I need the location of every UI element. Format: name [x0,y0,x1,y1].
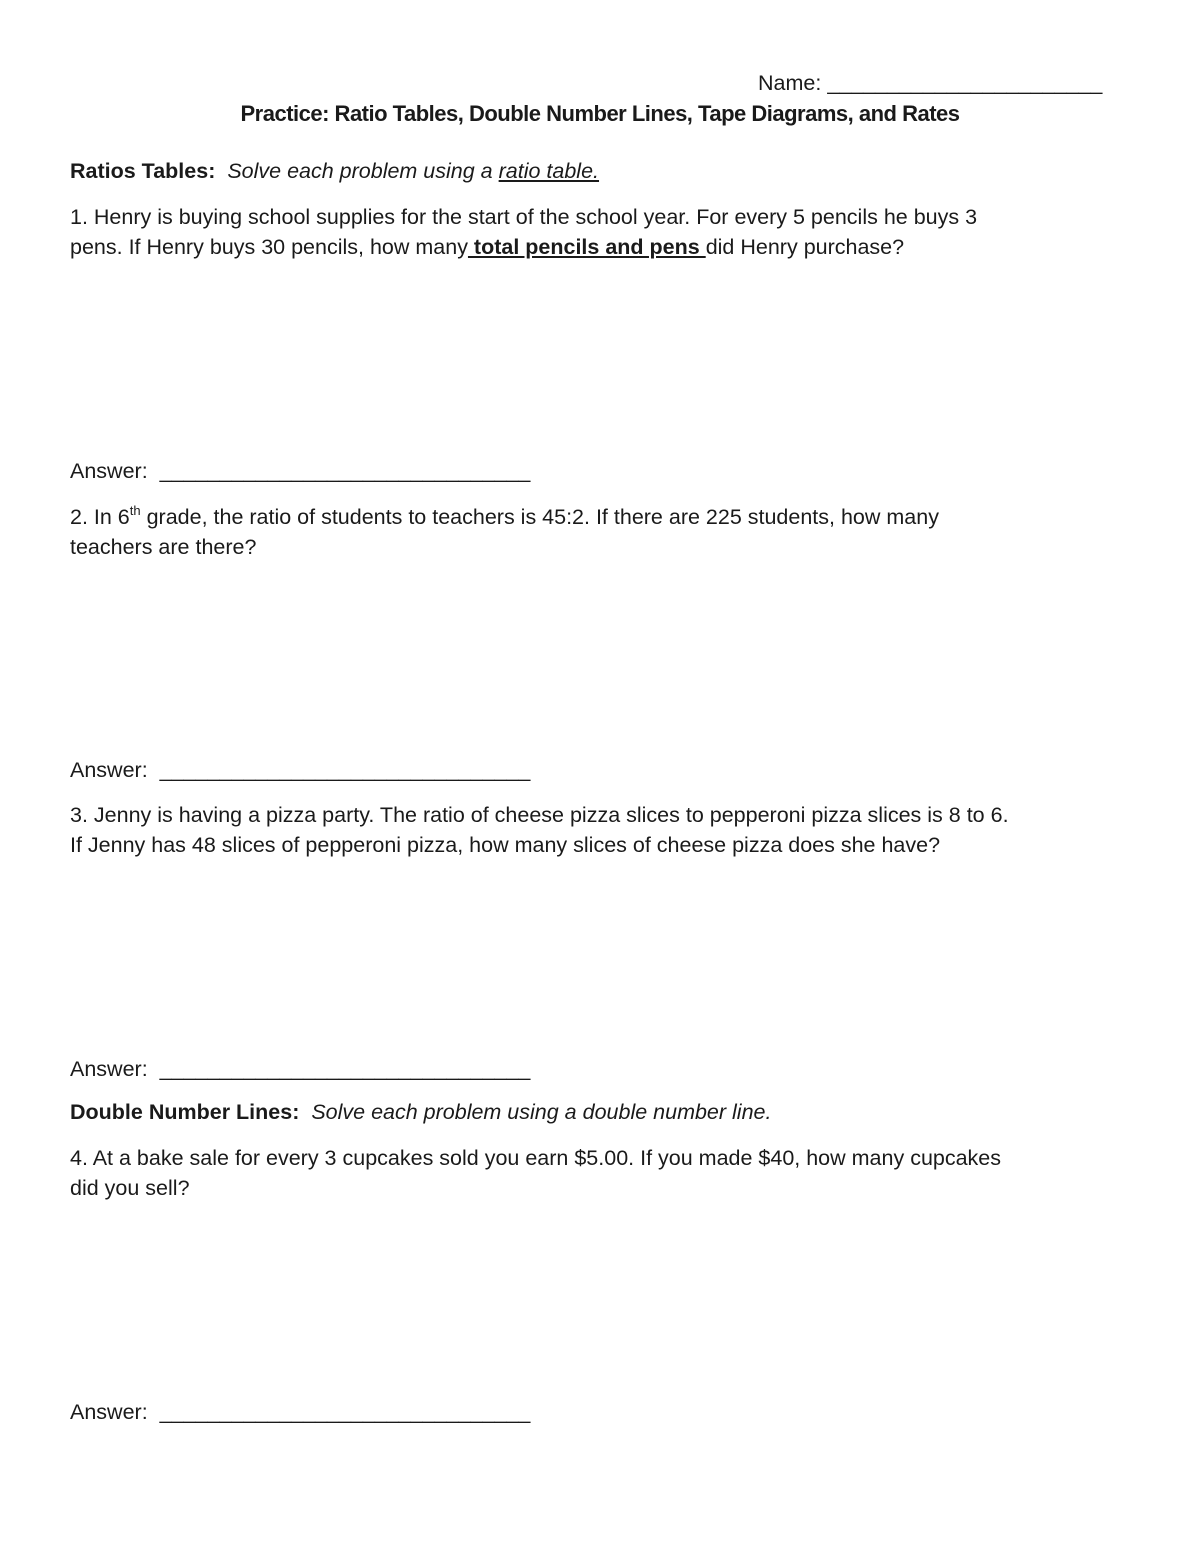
answer-blank: _______________________________ [159,1057,531,1081]
problem-3-line-1: 3. Jenny is having a pizza party. The ratio of cheese pizza slices to pepperoni pizza slices is 8 to 6. [70,803,1009,827]
section-heading-ratio-tables [70,159,599,184]
problem-4-line-1: 4. At a bake sale for every 3 cupcakes sold you earn $5.00. If you made $40, how many cupcakes [70,1146,1002,1170]
answer-2-field[interactable] [70,755,530,785]
name-label: Name: [758,71,822,95]
ratio-table-term: ratio table. [498,159,600,183]
section-label: Ratios Tables: [70,159,216,183]
section-instruction: Solve each problem using a ratio table. [227,159,600,183]
answer-label: Answer: [70,459,148,483]
answer-label: Answer: [70,758,148,782]
answer-blank: _______________________________ [159,758,531,782]
section-label: Double Number Lines: [70,1100,300,1124]
problem-2-line-1: 2. In 6th grade, the ratio of students to teachers is 45:2. If there are 225 students, how many [70,502,939,529]
problem-1-emphasis: total pencils and pens [467,235,706,259]
problem-1 [70,202,977,262]
problem-2 [70,502,939,562]
problem-3-line-2: If Jenny has 48 slices of pepperoni pizza, how many slices of cheese pizza does she have? [70,833,941,857]
problem-1-line-2: pens. If Henry buys 30 pencils, how many total pencils and pens did Henry purchase? [70,235,905,259]
section-instruction: Solve each problem using a double number line. [311,1100,772,1124]
page-title: Practice: Ratio Tables, Double Number Lines, Tape Diagrams, and Rates [240,101,960,126]
answer-3-field[interactable] [70,1054,530,1084]
answer-1-field[interactable] [70,456,530,486]
name-field[interactable] [758,71,1102,96]
problem-1-line-1: 1. Henry is buying school supplies for the start of the school year. For every 5 pencils he buys 3 [70,205,978,229]
ordinal-suffix: th [129,502,141,518]
problem-4 [70,1143,1001,1203]
answer-label: Answer: [70,1057,148,1081]
answer-4-field[interactable] [70,1397,530,1427]
answer-blank: _______________________________ [159,459,531,483]
problem-4-line-2: did you sell? [70,1176,190,1200]
answer-label: Answer: [70,1400,148,1424]
name-blank: _______________________ [827,71,1103,95]
problem-2-line-2: teachers are there? [70,535,257,559]
answer-blank: _______________________________ [159,1400,531,1424]
section-heading-double-number-lines [70,1100,771,1125]
problem-3 [70,800,1009,860]
